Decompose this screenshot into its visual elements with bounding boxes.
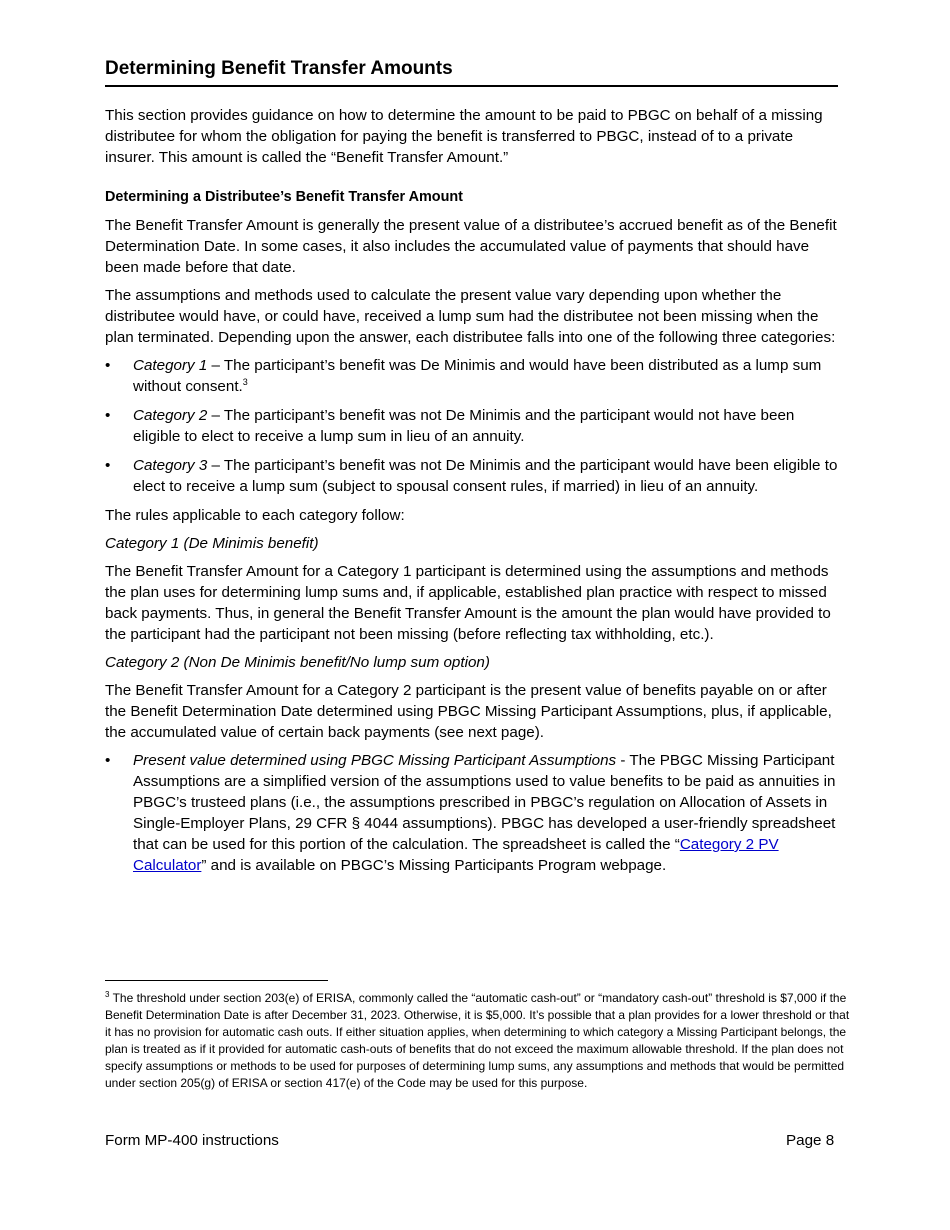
paragraph-assumptions: The assumptions and methods used to calculate the present value vary depending upon whether the distributee would have, or could have, received a lump sum had the distributee not been missing when the plan terminated. Depending upon the answer, each distributee falls into one of the following three categories: bbox=[105, 287, 836, 346]
category-1-heading: Category 1 (De Minimis benefit) bbox=[105, 535, 319, 552]
pv-label: Present value determined using PBGC Missing Participant Assumptions bbox=[133, 752, 617, 769]
intro-paragraph: This section provides guidance on how to determine the amount to be paid to PBGC on behalf of a missing distributee for whom the obligation for paying the benefit is transferred to PBGC, instead of to a private insurer. This amount is called the “Benefit Transfer Amount.” bbox=[105, 107, 823, 166]
category-2-heading: Category 2 (Non De Minimis benefit/No lump sum option) bbox=[105, 654, 490, 671]
section-heading: Determining Benefit Transfer Amounts bbox=[105, 57, 838, 87]
pv-text: - The PBGC Missing Participant Assumptions are a simplified version of the assumptions used to value benefits to be paid as annuities in PBGC’s trusteed plans (i.e., the assumptions prescribed in PBGC’s regulation on Allocation of Assets in Single-Employer Plans, 29 CFR § 4044 assumptions). PBGC has developed a user-friendly spreadsheet that can be used for this portion of the calculation. The spreadsheet is called the “ bbox=[133, 752, 836, 853]
category-text: – The participant’s benefit was De Minimis and would have been distributed as a lump sum without consent. bbox=[133, 357, 822, 395]
bullet-icon: • bbox=[105, 357, 111, 374]
subheading: Determining a Distributee’s Benefit Transfer Amount bbox=[105, 189, 463, 205]
footnote bbox=[105, 990, 850, 1092]
footnote-text: The threshold under section 203(e) of ERISA, commonly called the “automatic cash-out” or “mandatory cash-out” threshold is $7,000 if the Benefit Determination Date is after December 31, 2023. Otherwise, it is $5,000. It’s possible that a plan provides for a lower threshold or that it has no provision for automatic cash outs. If either situation applies, when determining to which category a Missing Participant belongs, the plan is treated as if it provided for automatic cash-outs of benefits that do not exceed the maximum allowable threshold. If the plan does not specify assumptions or methods to be used for purposes of determining lump sums, any assumptions and methods that would be permitted under section 205(g) of ERISA or section 417(e) of the Code may be used for this purpose. bbox=[105, 991, 850, 1090]
category-label: Category 2 bbox=[133, 407, 208, 424]
category-label: Category 1 bbox=[133, 357, 208, 374]
footer-form-name: Form MP-400 instructions bbox=[105, 1132, 279, 1149]
list-item-category-1 bbox=[105, 355, 845, 397]
footnote-reference: 3 bbox=[242, 376, 248, 387]
paragraph-present-value: The Benefit Transfer Amount is generally the present value of a distributee’s accrued benefit as of the Benefit Determination Date. In some cases, it also includes the accumulated value of payments that should have been made before that date. bbox=[105, 217, 837, 276]
category-text: – The participant’s benefit was not De Minimis and the participant would have been eligible to elect to receive a lump sum (subject to spousal consent rules, if married) in lieu of an annuity. bbox=[133, 457, 838, 495]
bullet-icon: • bbox=[105, 457, 111, 474]
category-label: Category 3 bbox=[133, 457, 208, 474]
category-2-pv-calculator-link[interactable]: Category 2 PV Calculator bbox=[133, 836, 779, 874]
footer-page-number: Page 8 bbox=[786, 1132, 835, 1149]
footnote-number: 3 bbox=[105, 990, 110, 999]
body-text bbox=[105, 105, 845, 884]
bullet-icon: • bbox=[105, 407, 111, 424]
category-text: – The participant’s benefit was not De Minimis and the participant would not have been eligible to elect to receive a lump sum in lieu of an annuity. bbox=[133, 407, 795, 445]
footnote-divider bbox=[105, 980, 328, 981]
bullet-icon: • bbox=[105, 752, 111, 769]
rules-intro: The rules applicable to each category follow: bbox=[105, 507, 405, 524]
pv-list bbox=[105, 750, 845, 876]
list-item-present-value bbox=[105, 750, 845, 876]
category-list bbox=[105, 355, 845, 497]
category-1-paragraph: The Benefit Transfer Amount for a Category 1 participant is determined using the assumptions and methods the plan uses for determining lump sums and, if applicable, established plan practice with respect to missed back payments. Thus, in general the Benefit Transfer Amount is the amount the plan would have provided to the participant had the participant not been missing (before reflecting tax withholding, etc.). bbox=[105, 563, 831, 643]
list-item-category-3 bbox=[105, 455, 845, 497]
pv-text-after: ” and is available on PBGC’s Missing Participants Program webpage. bbox=[201, 857, 667, 874]
category-2-paragraph: The Benefit Transfer Amount for a Category 2 participant is the present value of benefits payable on or after the Benefit Determination Date determined using PBGC Missing Participant Assumptions, plus, if applicable, the accumulated value of certain back payments (see next page). bbox=[105, 682, 832, 741]
list-item-category-2 bbox=[105, 405, 845, 447]
